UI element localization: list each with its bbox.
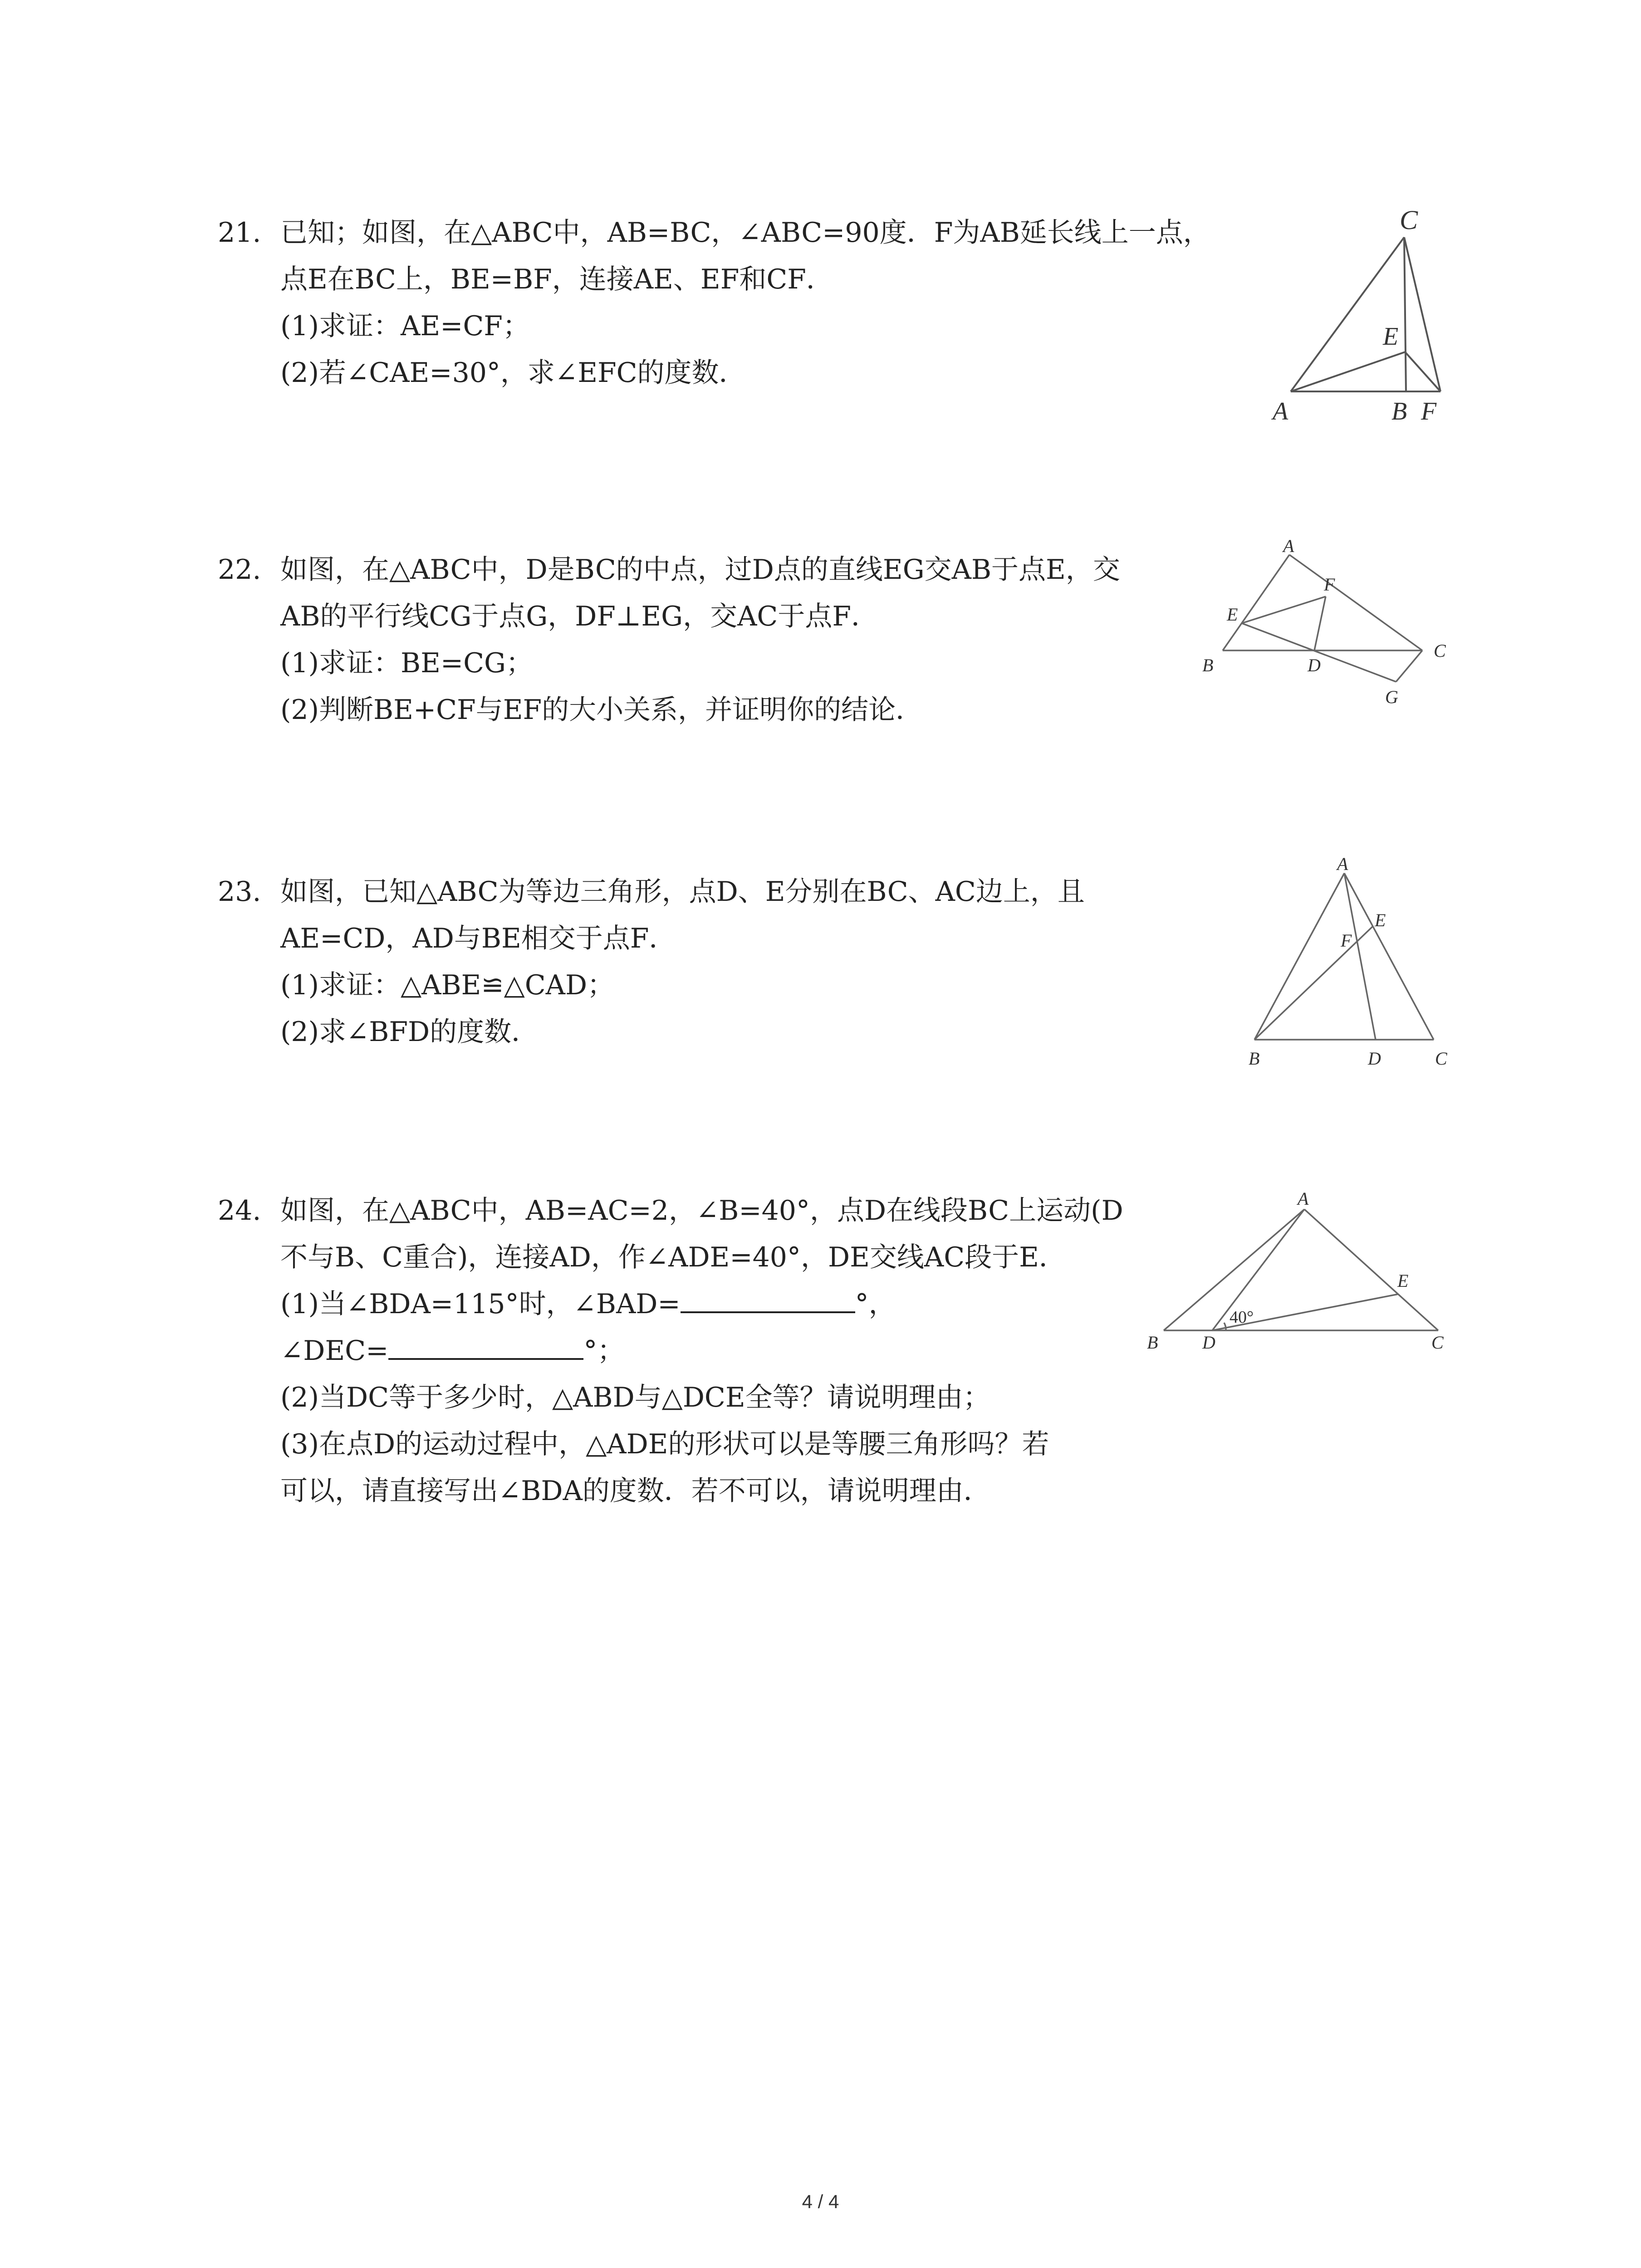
- figure-22-label-a: A: [1283, 536, 1294, 556]
- problem-24-part-1-cont: ∠DEC= °；: [218, 1328, 1239, 1374]
- problem-21-line-2: 点E在BC上，BE=BF，连接AE、EF和CF．: [280, 264, 833, 295]
- problem-24: [218, 1188, 1239, 1515]
- figure-24-label-e: E: [1397, 1271, 1409, 1291]
- figure-21-label-a: A: [1273, 397, 1288, 422]
- problem-22-line-1: 22. 如图，在△ABC中，D是BC的中点，过D点的直线EG交AB于点E，交: [218, 547, 1239, 593]
- figure-23-label-a: A: [1337, 854, 1348, 874]
- problem-22-part-1: (1)求证：BE=CG；: [280, 647, 533, 679]
- figure-21-label-b: B: [1391, 397, 1407, 422]
- problem-21: [218, 210, 1239, 396]
- figure-22-label-g: G: [1385, 687, 1398, 707]
- figure-24-label-b: B: [1147, 1332, 1158, 1353]
- figure-22: [1189, 535, 1470, 717]
- figure-23: [1225, 853, 1461, 1070]
- problem-24-part-3-cont: 可以，请直接写出∠BDA的度数．若不可以，请说明理由．: [280, 1475, 991, 1507]
- figure-22-label-f: F: [1324, 574, 1335, 595]
- problem-24-part-3: (3)在点D的运动过程中，△ADE的形状可以是等腰三角形吗？若: [280, 1428, 1049, 1460]
- problem-22-line-2: AB的平行线CG于点G，DF⊥EG，交AC于点F．: [280, 601, 878, 632]
- problem-23: [218, 869, 1239, 1056]
- problem-21-part-2: (2)若∠CAE=30°，求∠EFC的度数．: [280, 357, 746, 389]
- figure-24-label-d: D: [1202, 1332, 1215, 1353]
- problem-number: 21.: [218, 217, 261, 249]
- page-number: 4 / 4: [802, 2191, 839, 2212]
- figure-21-label-e: E: [1383, 323, 1399, 351]
- figure-23-label-e: E: [1375, 910, 1386, 930]
- problem-23-part-1: (1)求证：△ABE≌△CAD；: [280, 969, 615, 1001]
- figure-23-label-d: D: [1368, 1048, 1381, 1069]
- problem-23-part-2: (2)求∠BFD的度数．: [280, 1016, 539, 1048]
- figure-21: [1252, 209, 1488, 422]
- problem-21-part-1: (1)求证：AE=CF；: [280, 310, 530, 342]
- problem-24-part-2: (2)当DC等于多少时，△ABD与△DCE全等？请说明理由；: [280, 1382, 990, 1413]
- problem-24-part-1: (1)当∠BDA=115°时，∠BAD= °，: [218, 1281, 1239, 1328]
- figure-23-label-f: F: [1341, 930, 1352, 951]
- problem-23-line-1: 23. 如图，已知△ABC为等边三角形，点D、E分别在BC、AC边上，且: [218, 869, 1239, 915]
- problem-number: 23.: [218, 876, 261, 908]
- problem-23-line-2: AE=CD，AD与BE相交于点F．: [280, 923, 676, 954]
- figure-22-label-d: D: [1308, 655, 1321, 675]
- figure-24-label-c: C: [1431, 1332, 1444, 1353]
- problem-number: 22.: [218, 554, 261, 586]
- figure-23-label-b: B: [1249, 1048, 1260, 1069]
- figure-24-angle-label: 40°: [1230, 1308, 1254, 1327]
- answer-blank[interactable]: [388, 1328, 583, 1360]
- figure-22-label-c: C: [1434, 640, 1446, 661]
- figure-22-label-e: E: [1227, 604, 1238, 625]
- problem-21-line-1: 21. 已知；如图，在△ABC中，AB=BC，∠ABC=90度．F为AB延长线上一点，: [218, 210, 1239, 256]
- problem-24-line-1: 24. 如图，在△ABC中，AB=AC=2，∠B=40°，点D在线段BC上运动(D: [218, 1188, 1239, 1234]
- figure-21-label-f: F: [1421, 397, 1437, 422]
- figure-22-label-b: B: [1202, 655, 1214, 675]
- figure-21-label-c: C: [1400, 209, 1418, 235]
- figure-24: [1134, 1179, 1461, 1361]
- problem-24-line-2: 不与B、C重合)，连接AD，作∠ADE=40°，DE交线AC段于E．: [280, 1242, 1066, 1273]
- problem-number: 24.: [218, 1195, 261, 1227]
- figure-23-label-c: C: [1435, 1048, 1447, 1069]
- problem-22-part-2: (2)判断BE+CF与EF的大小关系，并证明你的结论．: [280, 694, 923, 726]
- answer-blank[interactable]: [681, 1281, 855, 1313]
- problem-22: [218, 547, 1239, 733]
- figure-24-label-a: A: [1298, 1188, 1309, 1209]
